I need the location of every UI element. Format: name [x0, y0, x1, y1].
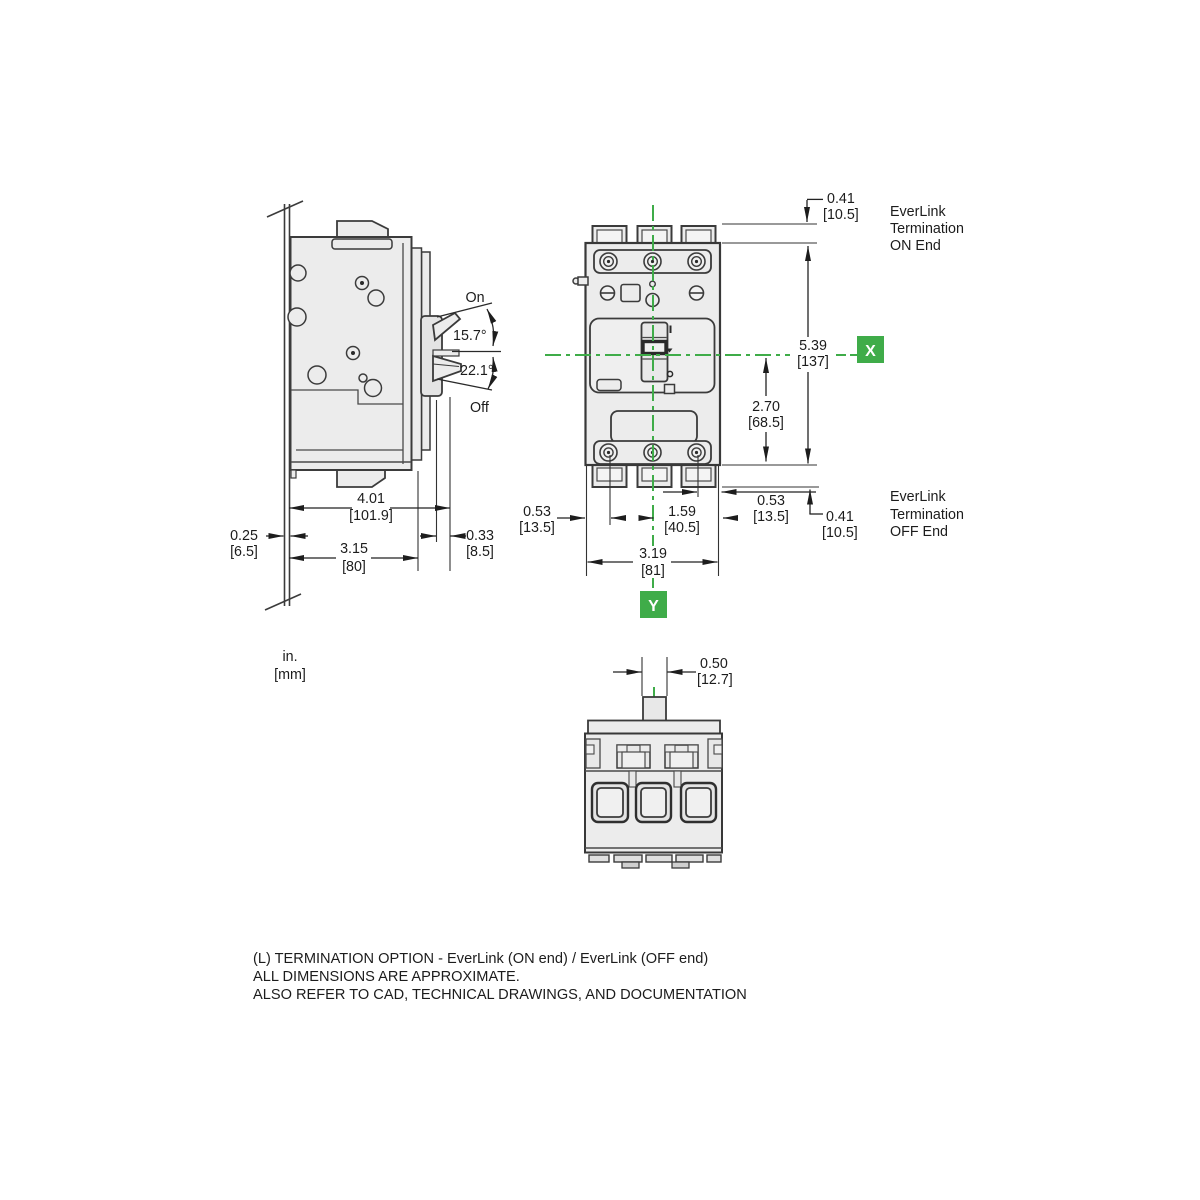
- dim-overall-height-mm: [137]: [797, 354, 829, 370]
- dim-panel-thickness-mm: [6.5]: [230, 544, 258, 560]
- dim-panel-thickness: [230, 528, 308, 560]
- dim-edge-to-pole-left: [519, 504, 624, 536]
- breaker-side-body: [288, 221, 430, 487]
- dim-overall-height-in: 5.39: [799, 338, 827, 354]
- handle-off-position: [433, 356, 461, 381]
- axis-marker-x: [857, 336, 884, 363]
- dim-overall-depth: [289, 491, 450, 524]
- dim-overall-width: [588, 546, 718, 579]
- termination-off-line3: OFF End: [890, 524, 948, 540]
- dim-body-depth: [289, 541, 418, 575]
- termination-on-line1: EverLink: [890, 204, 946, 220]
- bottom-view: [585, 656, 733, 868]
- dim-handle-protrusion: [420, 528, 494, 560]
- dim-body-depth-in: 3.15: [340, 541, 368, 557]
- dim-center-to-bottom-in: 2.70: [752, 399, 780, 415]
- dim-edge-to-pole-left-mm: [13.5]: [519, 520, 555, 536]
- dim-body-depth-mm: [80]: [342, 559, 366, 575]
- axis-y-label: Y: [648, 598, 659, 615]
- axis-marker-y: [640, 591, 667, 618]
- rivet-dot: [360, 281, 364, 285]
- dim-center-to-edge-in: 1.59: [668, 504, 696, 520]
- termination-off-line1: EverLink: [890, 489, 946, 505]
- axis-x-label: X: [865, 343, 876, 360]
- dim-panel-thickness-in: 0.25: [230, 528, 258, 544]
- dim-pole-to-edge-right-mm: [13.5]: [753, 509, 789, 525]
- dim-edge-to-pole-left-in: 0.53: [523, 504, 551, 520]
- units-note-mm: [mm]: [274, 667, 306, 683]
- dim-handle-protrusion-in: 0.33: [466, 528, 494, 544]
- footnote-termination-option: (L) TERMINATION OPTION - EverLink (ON end) / EverLink (OFF end): [253, 951, 709, 967]
- dim-overall-width-mm: [81]: [641, 563, 665, 579]
- dim-bottom-terminal-mm: [10.5]: [822, 525, 858, 541]
- footnote-approximate: ALL DIMENSIONS ARE APPROXIMATE.: [253, 969, 520, 985]
- termination-on-line3: ON End: [890, 238, 941, 254]
- toggle-handle-end: [643, 697, 666, 721]
- termination-on-label: [890, 204, 964, 254]
- dim-handle-width-mm: [12.7]: [697, 672, 733, 688]
- dim-bottom-terminal: [809, 490, 857, 542]
- handle-side: [421, 313, 461, 396]
- dim-overall-height: [797, 246, 829, 464]
- dim-top-terminal-in: 0.41: [827, 191, 855, 207]
- termination-on-line2: Termination: [890, 221, 964, 237]
- front-view: [573, 226, 720, 487]
- termination-off-line2: Termination: [890, 507, 964, 523]
- dim-center-to-bottom-mm: [68.5]: [748, 415, 784, 431]
- dim-overall-depth-mm: [101.9]: [349, 508, 393, 524]
- dim-overall-width-in: 3.19: [639, 546, 667, 562]
- handle-off-label: Off: [470, 400, 489, 416]
- dim-bottom-terminal-in: 0.41: [826, 509, 854, 525]
- footnote-refer-cad: ALSO REFER TO CAD, TECHNICAL DRAWINGS, AND DOCUMENTATION: [253, 987, 747, 1003]
- dim-center-to-bottom: [748, 358, 784, 462]
- angle-on-value: 15.7°: [453, 328, 487, 344]
- termination-off-label: [890, 489, 964, 540]
- angle-off-value: 22.1°: [460, 363, 494, 379]
- dim-handle-width: [613, 656, 733, 696]
- dim-center-to-edge: [640, 504, 737, 536]
- dim-pole-to-edge-right-in: 0.53: [757, 493, 785, 509]
- terminal-openings: [592, 783, 716, 822]
- dim-handle-width-in: 0.50: [700, 656, 728, 672]
- dim-top-terminal: [807, 191, 859, 223]
- dim-top-terminal-mm: [10.5]: [823, 207, 859, 223]
- dim-overall-depth-in: 4.01: [357, 491, 385, 507]
- units-note-in: in.: [282, 649, 298, 665]
- side-view: [230, 201, 501, 683]
- rivet-dot: [351, 351, 355, 355]
- footnotes: [253, 951, 747, 1003]
- dim-center-to-edge-mm: [40.5]: [664, 520, 700, 536]
- handle-on-label: On: [465, 290, 485, 306]
- dim-handle-protrusion-mm: [8.5]: [466, 544, 494, 560]
